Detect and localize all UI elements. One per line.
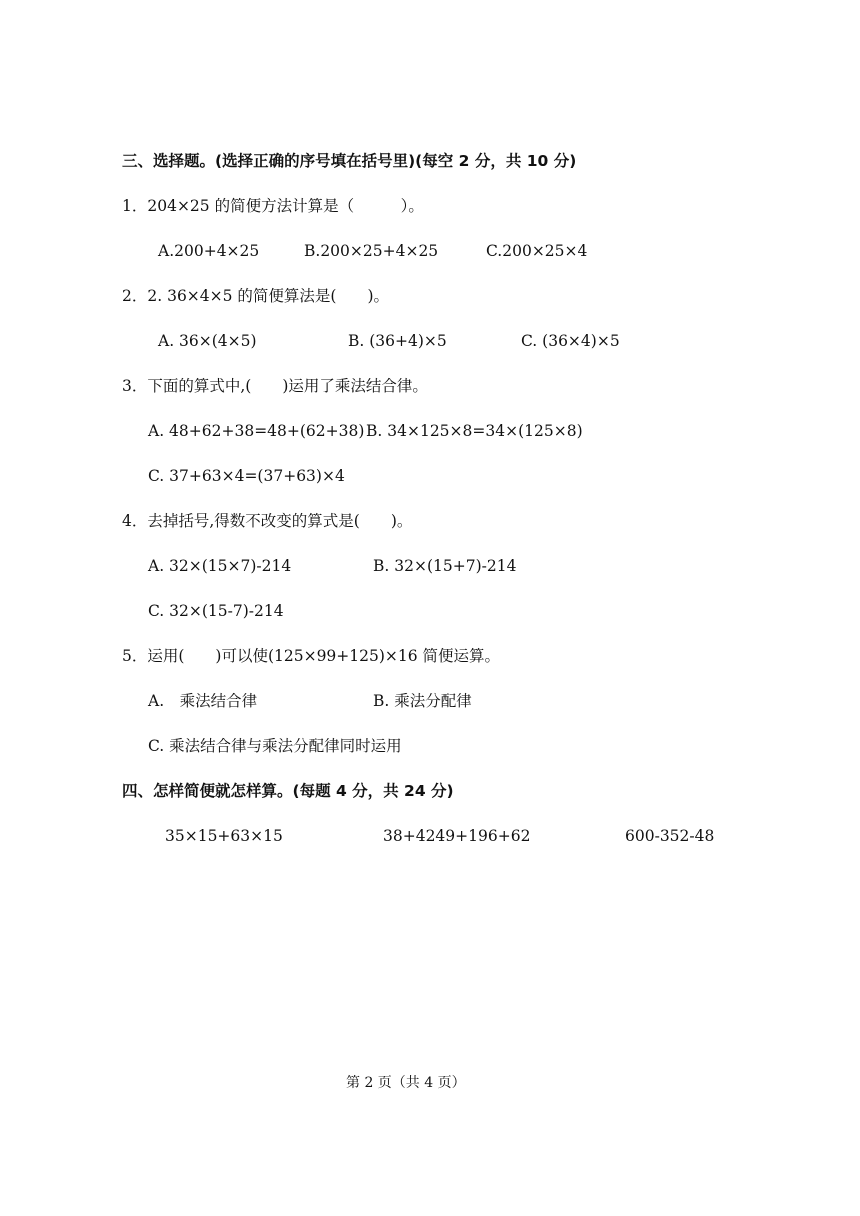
question-2-option-c: C. (36×4)×5 bbox=[521, 332, 620, 350]
question-5-stem: 5．运用( )可以使(125×99+125)×16 简便运算。 bbox=[122, 647, 501, 665]
question-5-option-a: A. 乘法结合律 bbox=[148, 692, 258, 710]
question-3-option-b: B. 34×125×8=34×(125×8) bbox=[366, 422, 583, 440]
question-2-option-a: A. 36×(4×5) bbox=[158, 332, 257, 350]
section-3-heading: 三、选择题。(选择正确的序号填在括号里)(每空 2 分，共 10 分) bbox=[122, 152, 577, 170]
section-4-heading: 四、怎样简便就怎样算。(每题 4 分，共 24 分) bbox=[122, 782, 454, 800]
question-3-stem: 3．下面的算式中,( )运用了乘法结合律。 bbox=[122, 377, 428, 395]
question-1-stem: 1．204×25 的简便方法计算是（ ）。 bbox=[122, 197, 424, 215]
calculation-problem-2: 38+4249+196+62 bbox=[383, 827, 531, 845]
question-2-stem: 2．2. 36×4×5 的简便算法是( )。 bbox=[122, 287, 390, 305]
question-1-option-c: C.200×25×4 bbox=[486, 242, 588, 260]
question-3-option-c: C. 37+63×4=(37+63)×4 bbox=[148, 467, 345, 485]
calculation-problem-1: 35×15+63×15 bbox=[165, 827, 283, 845]
question-2-option-b: B. (36+4)×5 bbox=[348, 332, 447, 350]
question-5-option-b: B. 乘法分配律 bbox=[373, 692, 472, 710]
question-3-option-a: A. 48+62+38=48+(62+38) bbox=[148, 422, 365, 440]
question-1-option-a: A.200+4×25 bbox=[158, 242, 260, 260]
question-4-option-b: B. 32×(15+7)-214 bbox=[373, 557, 517, 575]
question-4-stem: 4．去掉括号,得数不改变的算式是( )。 bbox=[122, 512, 413, 530]
question-4-option-c: C. 32×(15-7)-214 bbox=[148, 602, 284, 620]
calculation-problem-3: 600-352-48 bbox=[625, 827, 715, 845]
question-1-option-b: B.200×25+4×25 bbox=[304, 242, 439, 260]
question-5-option-c: C. 乘法结合律与乘法分配律同时运用 bbox=[148, 737, 402, 755]
page-number-footer: 第 2 页（共 4 页） bbox=[346, 1075, 466, 1091]
question-4-option-a: A. 32×(15×7)-214 bbox=[148, 557, 292, 575]
